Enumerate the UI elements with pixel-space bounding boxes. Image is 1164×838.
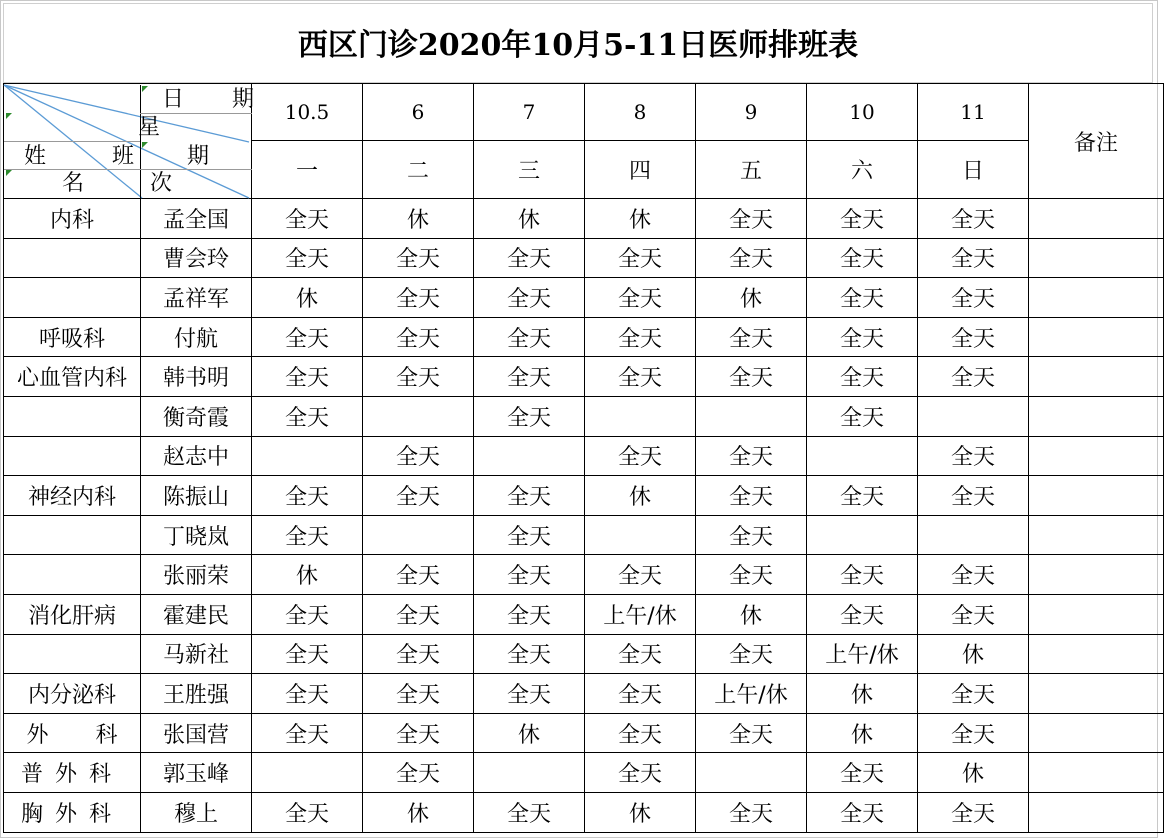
- table-row: [4, 792, 1164, 832]
- shift-cell: 全天: [474, 634, 585, 674]
- shift-cell: 休: [585, 476, 696, 516]
- shift-cell: 全天: [363, 713, 474, 753]
- shift-cell: 全天: [474, 476, 585, 516]
- doctor-name-cell: 陈振山: [141, 476, 252, 516]
- shift-cell: 全天: [918, 436, 1029, 476]
- department-cell: [4, 396, 141, 436]
- shift-cell: 休: [585, 792, 696, 832]
- shift-cell: 全天: [807, 238, 918, 278]
- shift-cell: 全天: [474, 238, 585, 278]
- doctor-name-cell: 霍建民: [141, 594, 252, 634]
- remark-cell: [1029, 674, 1164, 714]
- remark-cell: [1029, 515, 1164, 555]
- shift-cell: [474, 436, 585, 476]
- doctor-name-cell: 丁晓岚: [141, 515, 252, 555]
- shift-cell: 休: [807, 713, 918, 753]
- table-row: [4, 436, 1164, 476]
- shift-cell: 全天: [696, 515, 807, 555]
- shift-cell: 上午/休: [807, 634, 918, 674]
- corner-shift-char-1: 班: [112, 143, 135, 169]
- department-cell: 心血管内科: [4, 357, 141, 397]
- schedule-table: [3, 83, 1164, 833]
- shift-cell: 全天: [585, 674, 696, 714]
- remark-cell: [1029, 238, 1164, 278]
- shift-cell: 全天: [807, 396, 918, 436]
- doctor-name-cell: 孟祥军: [141, 278, 252, 318]
- table-row: [4, 357, 1164, 397]
- shift-cell: 全天: [696, 713, 807, 753]
- shift-cell: [807, 436, 918, 476]
- shift-cell: 全天: [918, 594, 1029, 634]
- corner-weekday-char-1: 星: [138, 114, 161, 140]
- shift-cell: 休: [918, 753, 1029, 793]
- shift-cell: 全天: [585, 317, 696, 357]
- remark-cell: [1029, 713, 1164, 753]
- department-cell: [4, 238, 141, 278]
- shift-cell: 上午/休: [696, 674, 807, 714]
- department-cell: [4, 436, 141, 476]
- shift-cell: 全天: [918, 555, 1029, 595]
- shift-cell: 全天: [363, 436, 474, 476]
- doctor-name-cell: 付航: [141, 317, 252, 357]
- shift-cell: 全天: [807, 317, 918, 357]
- shift-cell: [585, 515, 696, 555]
- department-cell: [4, 555, 141, 595]
- department-cell: 消化肝病: [4, 594, 141, 634]
- shift-cell: 全天: [474, 555, 585, 595]
- shift-cell: 全天: [918, 278, 1029, 318]
- remark-header: 备注: [1029, 84, 1164, 199]
- doctor-name-cell: 孟全国: [141, 199, 252, 239]
- table-row: [4, 634, 1164, 674]
- shift-cell: 全天: [474, 278, 585, 318]
- department-cell: 呼吸科: [4, 317, 141, 357]
- doctor-name-cell: 赵志中: [141, 436, 252, 476]
- shift-cell: 全天: [696, 555, 807, 595]
- table-row: [4, 317, 1164, 357]
- shift-cell: [807, 515, 918, 555]
- department-cell: 内科: [4, 199, 141, 239]
- shift-cell: 全天: [696, 357, 807, 397]
- doctor-name-cell: 王胜强: [141, 674, 252, 714]
- shift-cell: 全天: [918, 199, 1029, 239]
- shift-cell: [363, 396, 474, 436]
- shift-cell: 全天: [807, 278, 918, 318]
- weekday-cell: 五: [696, 141, 807, 199]
- doctor-name-cell: 穆上: [141, 792, 252, 832]
- remark-cell: [1029, 555, 1164, 595]
- weekday-cell: 二: [363, 141, 474, 199]
- diagonal-header-cell: [4, 84, 255, 199]
- weekday-cell: 一: [252, 141, 363, 199]
- doctor-name-cell: 马新社: [141, 634, 252, 674]
- shift-cell: 全天: [252, 713, 363, 753]
- shift-cell: 全天: [918, 476, 1029, 516]
- shift-cell: 全天: [696, 199, 807, 239]
- table-row: [4, 674, 1164, 714]
- shift-cell: 全天: [252, 357, 363, 397]
- weekday-cell: 六: [807, 141, 918, 199]
- shift-cell: 全天: [918, 674, 1029, 714]
- date-cell: 10: [807, 84, 918, 141]
- department-cell: 普外科: [4, 753, 141, 793]
- shift-cell: 休: [474, 199, 585, 239]
- shift-cell: 全天: [363, 594, 474, 634]
- department-cell: [4, 278, 141, 318]
- table-row: [4, 515, 1164, 555]
- shift-cell: 全天: [363, 555, 474, 595]
- department-cell: 外 科: [4, 713, 141, 753]
- shift-cell: 全天: [585, 713, 696, 753]
- shift-cell: 全天: [474, 594, 585, 634]
- shift-cell: [363, 515, 474, 555]
- shift-cell: 全天: [252, 792, 363, 832]
- remark-cell: [1029, 792, 1164, 832]
- shift-cell: [918, 515, 1029, 555]
- shift-cell: 全天: [363, 476, 474, 516]
- corner-name-char-2: 名: [62, 170, 85, 196]
- department-cell: 内分泌科: [4, 674, 141, 714]
- table-row: [4, 396, 1164, 436]
- shift-cell: 全天: [807, 792, 918, 832]
- shift-cell: 全天: [585, 555, 696, 595]
- shift-cell: 休: [474, 713, 585, 753]
- department-cell: [4, 634, 141, 674]
- remark-cell: [1029, 317, 1164, 357]
- remark-cell: [1029, 357, 1164, 397]
- weekday-cell: 四: [585, 141, 696, 199]
- weekday-cell: 三: [474, 141, 585, 199]
- shift-cell: 全天: [252, 634, 363, 674]
- remark-cell: [1029, 753, 1164, 793]
- shift-cell: 全天: [363, 278, 474, 318]
- shift-cell: 全天: [585, 238, 696, 278]
- shift-cell: 全天: [807, 594, 918, 634]
- shift-cell: 全天: [585, 634, 696, 674]
- shift-cell: [696, 753, 807, 793]
- shift-cell: 全天: [696, 436, 807, 476]
- table-row: [4, 753, 1164, 793]
- date-cell: 7: [474, 84, 585, 141]
- remark-cell: [1029, 436, 1164, 476]
- shift-cell: 全天: [252, 594, 363, 634]
- shift-cell: 全天: [696, 317, 807, 357]
- shift-cell: [252, 753, 363, 793]
- corner-date-char-1: 日: [162, 86, 185, 112]
- title-row: [3, 3, 1153, 83]
- date-cell: 6: [363, 84, 474, 141]
- shift-cell: 全天: [807, 555, 918, 595]
- shift-cell: 全天: [474, 357, 585, 397]
- shift-cell: 全天: [252, 238, 363, 278]
- shift-cell: 全天: [807, 753, 918, 793]
- remark-cell: [1029, 634, 1164, 674]
- shift-cell: 全天: [585, 278, 696, 318]
- department-cell: 神经内科: [4, 476, 141, 516]
- shift-cell: 全天: [252, 515, 363, 555]
- weekday-cell: 日: [918, 141, 1029, 199]
- shift-cell: 休: [363, 199, 474, 239]
- doctor-name-cell: 衡奇霞: [141, 396, 252, 436]
- shift-cell: 全天: [252, 674, 363, 714]
- shift-cell: 休: [252, 555, 363, 595]
- corner-name-char-1: 姓: [24, 143, 47, 169]
- table-row: [4, 199, 1164, 239]
- shift-cell: 全天: [474, 317, 585, 357]
- shift-cell: [474, 753, 585, 793]
- doctor-name-cell: 曹会玲: [141, 238, 252, 278]
- shift-cell: 全天: [252, 317, 363, 357]
- shift-cell: 全天: [474, 674, 585, 714]
- shift-cell: 全天: [363, 238, 474, 278]
- table-row: [4, 278, 1164, 318]
- shift-cell: 全天: [918, 792, 1029, 832]
- shift-cell: 全天: [474, 792, 585, 832]
- date-cell: 11: [918, 84, 1029, 141]
- shift-cell: 休: [696, 594, 807, 634]
- department-cell: 胸外科: [4, 792, 141, 832]
- doctor-name-cell: 张丽荣: [141, 555, 252, 595]
- corner-weekday-char-2: 期: [187, 143, 210, 169]
- doctor-name-cell: 韩书明: [141, 357, 252, 397]
- shift-cell: 全天: [363, 753, 474, 793]
- shift-cell: 全天: [363, 634, 474, 674]
- table-row: [4, 238, 1164, 278]
- shift-cell: [252, 436, 363, 476]
- shift-cell: 全天: [696, 238, 807, 278]
- remark-cell: [1029, 594, 1164, 634]
- shift-cell: 全天: [918, 317, 1029, 357]
- date-cell: 9: [696, 84, 807, 141]
- shift-cell: 休: [585, 199, 696, 239]
- doctor-name-cell: 张国营: [141, 713, 252, 753]
- shift-cell: 休: [918, 634, 1029, 674]
- shift-cell: 全天: [807, 476, 918, 516]
- shift-cell: 全天: [918, 238, 1029, 278]
- shift-cell: 休: [807, 674, 918, 714]
- shift-cell: 全天: [363, 357, 474, 397]
- table-row: [4, 713, 1164, 753]
- shift-cell: 全天: [252, 199, 363, 239]
- remark-cell: [1029, 396, 1164, 436]
- corner-date-char-2: 期: [232, 86, 255, 112]
- shift-cell: 全天: [363, 674, 474, 714]
- shift-cell: 全天: [474, 396, 585, 436]
- shift-cell: 休: [363, 792, 474, 832]
- shift-cell: 全天: [696, 476, 807, 516]
- date-cell: 10.5: [252, 84, 363, 141]
- shift-cell: 全天: [918, 713, 1029, 753]
- shift-cell: 休: [696, 278, 807, 318]
- schedule-body: [4, 199, 1164, 833]
- shift-cell: 休: [252, 278, 363, 318]
- shift-cell: 全天: [807, 357, 918, 397]
- shift-cell: [918, 396, 1029, 436]
- shift-cell: 全天: [252, 476, 363, 516]
- shift-cell: 全天: [363, 317, 474, 357]
- shift-cell: 全天: [696, 634, 807, 674]
- shift-cell: 全天: [807, 199, 918, 239]
- department-cell: [4, 515, 141, 555]
- remark-cell: [1029, 278, 1164, 318]
- shift-cell: 全天: [585, 436, 696, 476]
- table-row: [4, 555, 1164, 595]
- header-row-dates: [4, 84, 1164, 141]
- corner-shift-char-2: 次: [150, 170, 173, 196]
- shift-cell: 全天: [252, 396, 363, 436]
- remark-cell: [1029, 199, 1164, 239]
- table-row: [4, 594, 1164, 634]
- shift-cell: 全天: [585, 357, 696, 397]
- date-cell: 8: [585, 84, 696, 141]
- page-title: 西区门诊2020年10月5-11日医师排班表: [297, 28, 859, 63]
- shift-cell: 上午/休: [585, 594, 696, 634]
- shift-cell: 全天: [474, 515, 585, 555]
- shift-cell: [585, 396, 696, 436]
- shift-cell: [696, 396, 807, 436]
- table-row: [4, 476, 1164, 516]
- remark-cell: [1029, 476, 1164, 516]
- shift-cell: 全天: [585, 753, 696, 793]
- doctor-name-cell: 郭玉峰: [141, 753, 252, 793]
- shift-cell: 全天: [918, 357, 1029, 397]
- shift-cell: 全天: [696, 792, 807, 832]
